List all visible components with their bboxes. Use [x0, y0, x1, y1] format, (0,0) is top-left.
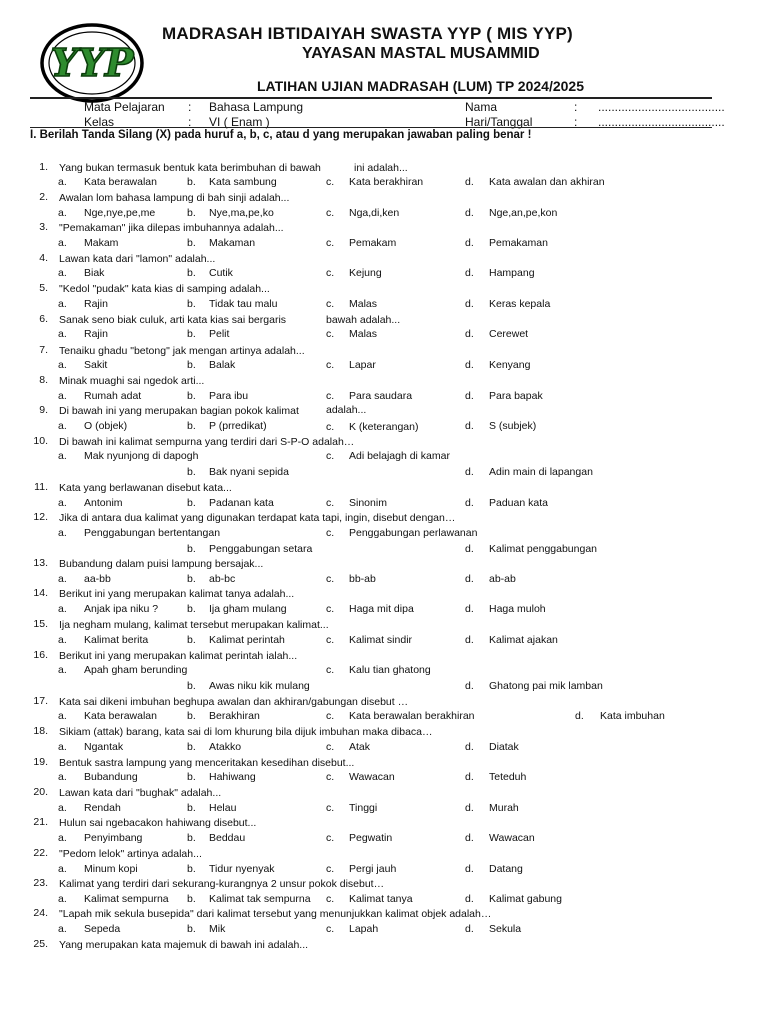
option-letter-a: a.	[58, 450, 67, 462]
question-number: 3.	[39, 221, 48, 233]
question-number: 18.	[33, 725, 48, 737]
option-d: Cerewet	[489, 328, 529, 340]
option-d: Wawacan	[489, 832, 535, 844]
option-d: Kata imbuhan	[600, 710, 665, 722]
option-a: Bubandung	[84, 771, 138, 783]
date-colon: :	[574, 115, 578, 129]
option-b: Atakko	[209, 741, 242, 753]
question-text-continued: bawah adalah...	[326, 314, 401, 326]
subject-colon: :	[188, 100, 192, 114]
option-d: Kata awalan dan akhiran	[489, 176, 605, 188]
question-text: Bentuk sastra lampung yang menceritakan kesedihan disebut...	[59, 757, 355, 769]
option-letter-b: b.	[187, 497, 196, 509]
info-divider	[30, 127, 712, 128]
option-letter-c: c.	[326, 802, 335, 814]
option-a: Nge,nye,pe,me	[84, 207, 156, 219]
option-letter-d: d.	[465, 176, 474, 188]
option-b: P (prredikat)	[209, 420, 267, 432]
option-letter-a: a.	[58, 420, 67, 432]
option-c: K (keterangan)	[349, 421, 419, 433]
option-letter-c: c.	[326, 237, 335, 249]
option-letter-d: d.	[465, 466, 474, 478]
option-a: Sakit	[84, 359, 108, 371]
option-c: Malas	[349, 328, 378, 340]
question-number: 1.	[39, 161, 48, 173]
option-d: Paduan kata	[489, 497, 548, 509]
option-letter-b: b.	[187, 832, 196, 844]
question-text: Di bawah ini yang merupakan bagian pokok kalimat	[59, 405, 299, 417]
option-letter-a: a.	[58, 863, 67, 875]
option-letter-d: d.	[465, 832, 474, 844]
question-number: 11.	[34, 481, 48, 493]
question-text: Yang bukan termasuk bentuk kata berimbuhan di bawah	[59, 162, 321, 174]
option-letter-d: d.	[465, 863, 474, 875]
option-a: Biak	[84, 267, 105, 279]
option-letter-b: b.	[187, 863, 196, 875]
option-letter-c: c.	[326, 497, 335, 509]
option-c: Nga,di,ken	[349, 207, 400, 219]
option-b: Mik	[209, 923, 226, 935]
option-letter-c: c.	[326, 527, 335, 539]
option-letter-b: b.	[187, 359, 196, 371]
option-letter-c: c.	[326, 573, 335, 585]
option-d: Kalimat gabung	[489, 893, 562, 905]
option-d: Datang	[489, 863, 523, 875]
option-letter-b: b.	[187, 603, 196, 615]
option-letter-d: d.	[465, 390, 474, 402]
question-text: Berikut ini yang merupakan kalimat perintah ialah...	[59, 650, 298, 662]
question-number: 4.	[39, 252, 48, 264]
option-c: Pemakam	[349, 237, 397, 249]
question-text: Sikiam (attak) barang, kata sai di lom khurung bila dijuk imbuhan maka dibaca…	[59, 726, 433, 738]
option-letter-d: d.	[465, 741, 474, 753]
option-b: Hahiwang	[209, 771, 256, 783]
option-letter-c: c.	[326, 710, 335, 722]
question-number: 13.	[33, 557, 48, 569]
option-a: Rajin	[84, 328, 108, 340]
option-c: Kalu tian ghatong	[349, 664, 431, 676]
option-letter-a: a.	[58, 328, 67, 340]
option-letter-a: a.	[58, 664, 67, 676]
option-letter-d: d.	[465, 207, 474, 219]
question-text: "Lapah mik sekula busepida" dari kalimat tersebut yang menunjukkan kalimat objek adalah…	[59, 908, 492, 920]
question-text: Sanak seno biak culuk, arti kata kias sai bergaris	[59, 314, 287, 326]
option-letter-c: c.	[326, 207, 335, 219]
question-text: Awalan lom bahasa lampung di bah sinji adalah...	[59, 192, 290, 204]
option-c: Tinggi	[349, 802, 378, 814]
option-letter-c: c.	[326, 603, 335, 615]
option-a: Kalimat sempurna	[84, 893, 169, 905]
class-colon: :	[188, 115, 192, 129]
option-letter-b: b.	[187, 710, 196, 722]
option-letter-d: d.	[465, 328, 474, 340]
question-text: Kalimat yang terdiri dari sekurang-kurangnya 2 unsur pokok disebut…	[59, 878, 385, 890]
option-letter-a: a.	[58, 527, 67, 539]
option-letter-b: b.	[187, 771, 196, 783]
school-logo	[40, 22, 144, 104]
option-letter-a: a.	[58, 923, 67, 935]
option-d: Pemakaman	[489, 237, 548, 249]
logo-text: YYP	[50, 40, 134, 85]
option-c: Lapah	[349, 923, 379, 935]
option-letter-b: b.	[187, 741, 196, 753]
option-letter-c: c.	[326, 664, 335, 676]
option-a: Ngantak	[84, 741, 124, 753]
option-letter-c: c.	[326, 390, 335, 402]
class-value: VI ( Enam )	[209, 115, 270, 129]
question-number: 16.	[33, 649, 48, 661]
question-text-continued: ini adalah...	[354, 162, 408, 174]
option-letter-b: b.	[187, 466, 196, 478]
option-letter-c: c.	[326, 771, 335, 783]
question-number: 17.	[33, 695, 48, 707]
option-a: Kalimat berita	[84, 634, 149, 646]
option-c: Atak	[349, 741, 371, 753]
question-number: 24.	[33, 907, 48, 919]
option-letter-d: d.	[465, 267, 474, 279]
option-letter-c: c.	[326, 923, 335, 935]
option-d: Kalimat ajakan	[489, 634, 558, 646]
option-letter-a: a.	[58, 267, 67, 279]
option-letter-c: c.	[326, 634, 335, 646]
question-number: 14.	[33, 587, 48, 599]
option-letter-c: c.	[326, 741, 335, 753]
question-text: Kata yang berlawanan disebut kata...	[59, 482, 232, 494]
option-b: Para ibu	[209, 390, 249, 402]
option-letter-c: c.	[326, 328, 335, 340]
option-letter-d: d.	[465, 359, 474, 371]
option-letter-b: b.	[187, 802, 196, 814]
option-letter-b: b.	[187, 328, 196, 340]
option-d: Hampang	[489, 267, 535, 279]
option-letter-a: a.	[58, 893, 67, 905]
option-letter-b: b.	[187, 543, 196, 555]
question-number: 15.	[33, 618, 48, 630]
option-b: Awas niku kik mulang	[209, 680, 310, 692]
option-letter-c: c.	[326, 359, 335, 371]
question-number: 6.	[39, 313, 48, 325]
question-number: 25.	[33, 938, 48, 950]
option-letter-b: b.	[187, 680, 196, 692]
option-a: Rendah	[84, 802, 121, 814]
option-b: Penggabungan setara	[209, 543, 313, 555]
option-c: Penggabungan perlawanan	[349, 527, 478, 539]
option-d: Keras kepala	[489, 298, 551, 310]
question-text: Tenaiku ghadu "betong" jak mengan artinya adalah...	[59, 345, 305, 357]
subject-value: Bahasa Lampung	[209, 100, 304, 114]
question-text: Di bawah ini kalimat sempurna yang terdiri dari S-P-O adalah…	[59, 436, 355, 448]
option-b: Ija gham mulang	[209, 603, 287, 615]
option-a: Antonim	[84, 497, 123, 509]
question-number: 8.	[39, 374, 48, 386]
option-c: bb-ab	[349, 573, 376, 585]
option-letter-c: c.	[326, 298, 335, 310]
option-c: Kalimat tanya	[349, 893, 413, 905]
option-letter-b: b.	[187, 390, 196, 402]
header-divider	[30, 97, 712, 99]
option-letter-c: c.	[326, 267, 335, 279]
option-letter-c: c.	[326, 863, 335, 875]
question-text: "Pedom lelok" artinya adalah...	[59, 848, 202, 860]
question-text: Yang merupakan kata majemuk di bawah ini adalah...	[59, 939, 309, 951]
question-text: Kata sai dikeni imbuhan beghupa awalan dan akhiran/gabungan disebut …	[59, 696, 409, 708]
option-b: Cutik	[209, 267, 233, 279]
option-b: Tidak tau malu	[209, 298, 278, 310]
option-b: Kata sambung	[209, 176, 277, 188]
question-number: 2.	[39, 191, 48, 203]
option-c: Wawacan	[349, 771, 395, 783]
option-d: Haga muloh	[489, 603, 546, 615]
option-letter-c: c.	[326, 450, 335, 462]
option-c: Pergi jauh	[349, 863, 397, 875]
option-letter-d: d.	[465, 543, 474, 555]
option-d: Diatak	[489, 741, 519, 753]
option-letter-a: a.	[58, 710, 67, 722]
option-a: Penyimbang	[84, 832, 143, 844]
option-d: Para bapak	[489, 390, 543, 402]
option-letter-d: d.	[465, 923, 474, 935]
option-letter-a: a.	[58, 390, 67, 402]
option-a: O (objek)	[84, 420, 128, 432]
question-number: 22.	[33, 847, 48, 859]
option-b: Nye,ma,pe,ko	[209, 207, 274, 219]
instruction: I. Berilah Tanda Silang (X) pada huruf a, b, c, atau d yang merupakan jawaban paling benar !	[30, 129, 532, 141]
school-title: MADRASAH IBTIDAIYAH SWASTA YYP ( MIS YYP)	[162, 24, 573, 43]
option-letter-d: d.	[465, 497, 474, 509]
option-b: Berakhiran	[209, 710, 260, 722]
option-letter-d: d.	[465, 771, 474, 783]
option-b: Beddau	[209, 832, 246, 844]
option-a: Mak nyunjong di dapogh	[84, 450, 199, 462]
question-number: 21.	[33, 816, 48, 828]
option-letter-d: d.	[465, 802, 474, 814]
option-d: Sekula	[489, 923, 522, 935]
question-text-continued: adalah...	[326, 404, 367, 416]
option-b: Helau	[209, 802, 237, 814]
option-a: aa-bb	[84, 573, 111, 585]
option-letter-a: a.	[58, 237, 67, 249]
option-letter-a: a.	[58, 573, 67, 585]
question-text: "Pemakaman" jika dilepas imbuhannya adalah...	[59, 222, 284, 234]
option-a: Rumah adat	[84, 390, 142, 402]
option-letter-b: b.	[187, 923, 196, 935]
option-letter-d: d.	[465, 298, 474, 310]
option-letter-b: b.	[187, 420, 196, 432]
option-a: Apah gham berunding	[84, 664, 188, 676]
option-letter-b: b.	[187, 893, 196, 905]
option-letter-d: d.	[465, 893, 474, 905]
question-number: 7.	[39, 344, 48, 356]
date-blank: ......................................	[598, 115, 725, 129]
option-d: Teteduh	[489, 771, 527, 783]
option-d: Nge,an,pe,kon	[489, 207, 558, 219]
option-b: Makaman	[209, 237, 256, 249]
option-letter-a: a.	[58, 603, 67, 615]
option-c: Malas	[349, 298, 378, 310]
subject-label: Mata Pelajaran	[84, 100, 165, 114]
option-d: Murah	[489, 802, 519, 814]
option-d: S (subjek)	[489, 420, 537, 432]
option-a: Anjak ipa niku ?	[84, 603, 159, 615]
question-number: 5.	[39, 282, 48, 294]
option-b: Kalimat tak sempurna	[209, 893, 311, 905]
option-c: Para saudara	[349, 390, 413, 402]
exam-title: LATIHAN UJIAN MADRASAH (LUM) TP 2024/2025	[257, 78, 584, 94]
question-text: "Kedol "pudak" kata kias di samping adalah...	[59, 283, 270, 295]
question-number: 19.	[33, 756, 48, 768]
question-text: Lawan kata dari "lamon" adalah...	[59, 253, 216, 265]
option-d: Adin main di lapangan	[489, 466, 593, 478]
option-letter-d: d.	[465, 420, 474, 432]
option-a: Rajin	[84, 298, 108, 310]
option-letter-b: b.	[187, 573, 196, 585]
question-number: 23.	[33, 877, 48, 889]
option-d: Ghatong pai mik lamban	[489, 680, 603, 692]
option-letter-d: d.	[465, 634, 474, 646]
option-letter-d: d.	[465, 573, 474, 585]
option-c: Kata berawalan berakhiran	[349, 710, 475, 722]
option-c: Kata berakhiran	[349, 176, 424, 188]
question-text: Berikut ini yang merupakan kalimat tanya adalah...	[59, 588, 295, 600]
option-b: Kalimat perintah	[209, 634, 285, 646]
option-letter-a: a.	[58, 176, 67, 188]
option-b: Tidur nyenyak	[209, 863, 275, 875]
option-letter-a: a.	[58, 634, 67, 646]
option-letter-a: a.	[58, 497, 67, 509]
option-letter-a: a.	[58, 359, 67, 371]
question-number: 20.	[33, 786, 48, 798]
date-label: Hari/Tanggal	[465, 115, 533, 129]
option-b: Balak	[209, 359, 236, 371]
option-letter-a: a.	[58, 741, 67, 753]
question-text: Jika di antara dua kalimat yang digunakan terdapat kata tapi, ingin, disebut dengan…	[59, 512, 456, 524]
option-letter-a: a.	[58, 832, 67, 844]
option-letter-a: a.	[58, 207, 67, 219]
question-number: 9.	[39, 404, 48, 416]
question-text: Bubandung dalam puisi lampung bersajak...	[59, 558, 264, 570]
question-text: Minak muaghi sai ngedok arti...	[59, 375, 205, 387]
option-c: Lapar	[349, 359, 376, 371]
option-c: Kalimat sindir	[349, 634, 413, 646]
option-b: Padanan kata	[209, 497, 274, 509]
option-letter-c: c.	[326, 832, 335, 844]
question-number: 12.	[33, 511, 48, 523]
option-letter-d: d.	[465, 680, 474, 692]
option-letter-a: a.	[58, 802, 67, 814]
option-d: ab-ab	[489, 573, 516, 585]
option-letter-c: c.	[326, 176, 335, 188]
option-d: Kalimat penggabungan	[489, 543, 598, 555]
option-letter-a: a.	[58, 298, 67, 310]
name-blank: ......................................	[598, 100, 725, 114]
option-b: Pelit	[209, 328, 230, 340]
option-a: Kata berawalan	[84, 176, 157, 188]
question-text: Ija negham mulang, kalimat tersebut merupakan kalimat...	[59, 619, 329, 631]
foundation-name: YAYASAN MASTAL MUSAMMID	[302, 45, 540, 62]
option-c: Adi belajagh di kamar	[349, 450, 450, 462]
option-a: Sepeda	[84, 923, 121, 935]
option-letter-a: a.	[58, 771, 67, 783]
option-letter-b: b.	[187, 267, 196, 279]
class-label: Kelas	[84, 115, 115, 129]
option-letter-b: b.	[187, 207, 196, 219]
option-letter-d: d.	[575, 710, 584, 722]
option-c: Haga mit dipa	[349, 603, 414, 615]
name-label: Nama	[465, 100, 498, 114]
question-number: 10.	[33, 435, 48, 447]
option-letter-c: c.	[326, 893, 335, 905]
option-letter-d: d.	[465, 603, 474, 615]
option-c: Pegwatin	[349, 832, 393, 844]
option-c: Sinonim	[349, 497, 387, 509]
option-a: Minum kopi	[84, 863, 138, 875]
option-a: Penggabungan bertentangan	[84, 527, 221, 539]
option-letter-c: c.	[326, 421, 335, 433]
option-letter-d: d.	[465, 237, 474, 249]
option-letter-b: b.	[187, 634, 196, 646]
question-text: Lawan kata dari "bughak" adalah...	[59, 787, 222, 799]
option-a: Makam	[84, 237, 119, 249]
option-a: Kata berawalan	[84, 710, 157, 722]
option-c: Kejung	[349, 267, 382, 279]
option-d: Kenyang	[489, 359, 531, 371]
question-text: Hulun sai ngebacakon hahiwang disebut...	[59, 817, 257, 829]
name-colon: :	[574, 100, 578, 114]
option-letter-b: b.	[187, 237, 196, 249]
option-letter-b: b.	[187, 176, 196, 188]
option-b: Bak nyani sepida	[209, 466, 289, 478]
option-letter-b: b.	[187, 298, 196, 310]
option-b: ab-bc	[209, 573, 236, 585]
